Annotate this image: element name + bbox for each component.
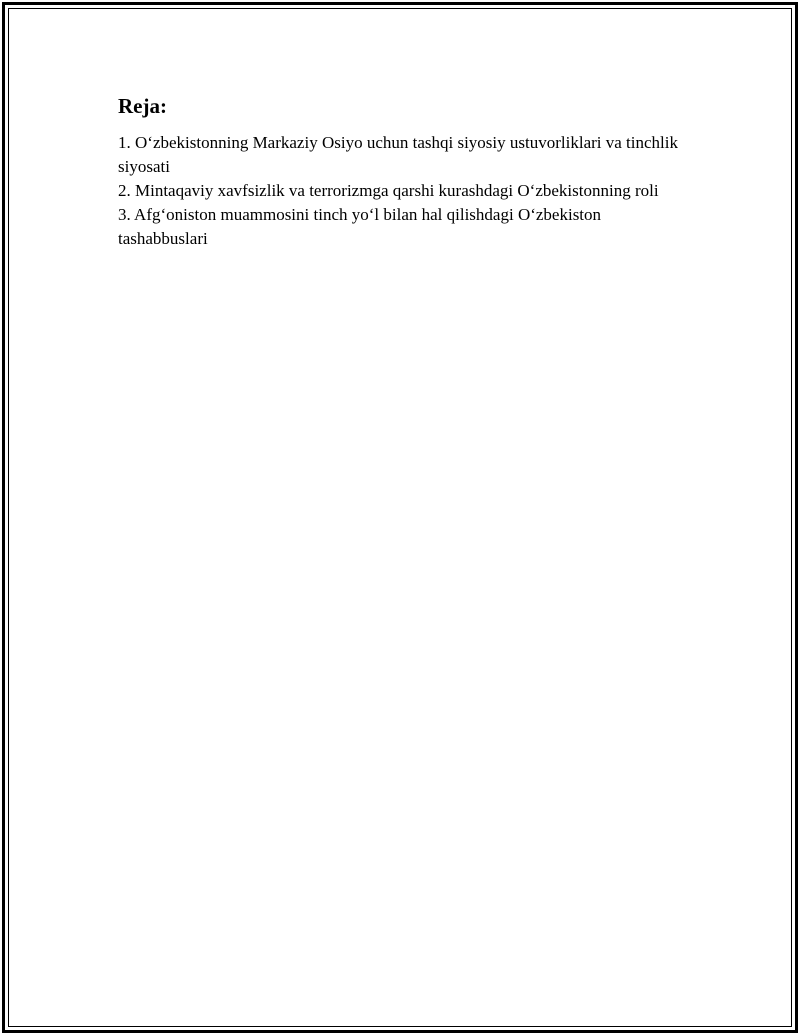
plan-item-2: 2. Mintaqaviy xavfsizlik va terrorizmga qarshi kurashdagi O‘zbekistonning roli bbox=[118, 181, 659, 200]
plan-heading: Reja: bbox=[118, 94, 167, 118]
plan-item-3: 3. Afg‘oniston muammosini tinch yo‘l bilan hal qilishdagi O‘zbekiston tashabbuslari bbox=[118, 205, 602, 248]
plan-list bbox=[118, 131, 688, 251]
page-content bbox=[118, 92, 688, 251]
plan-item-1: 1. O‘zbekistonning Markaziy Osiyo uchun tashqi siyosiy ustuvorliklari va tinchlik siyosati bbox=[118, 133, 678, 176]
